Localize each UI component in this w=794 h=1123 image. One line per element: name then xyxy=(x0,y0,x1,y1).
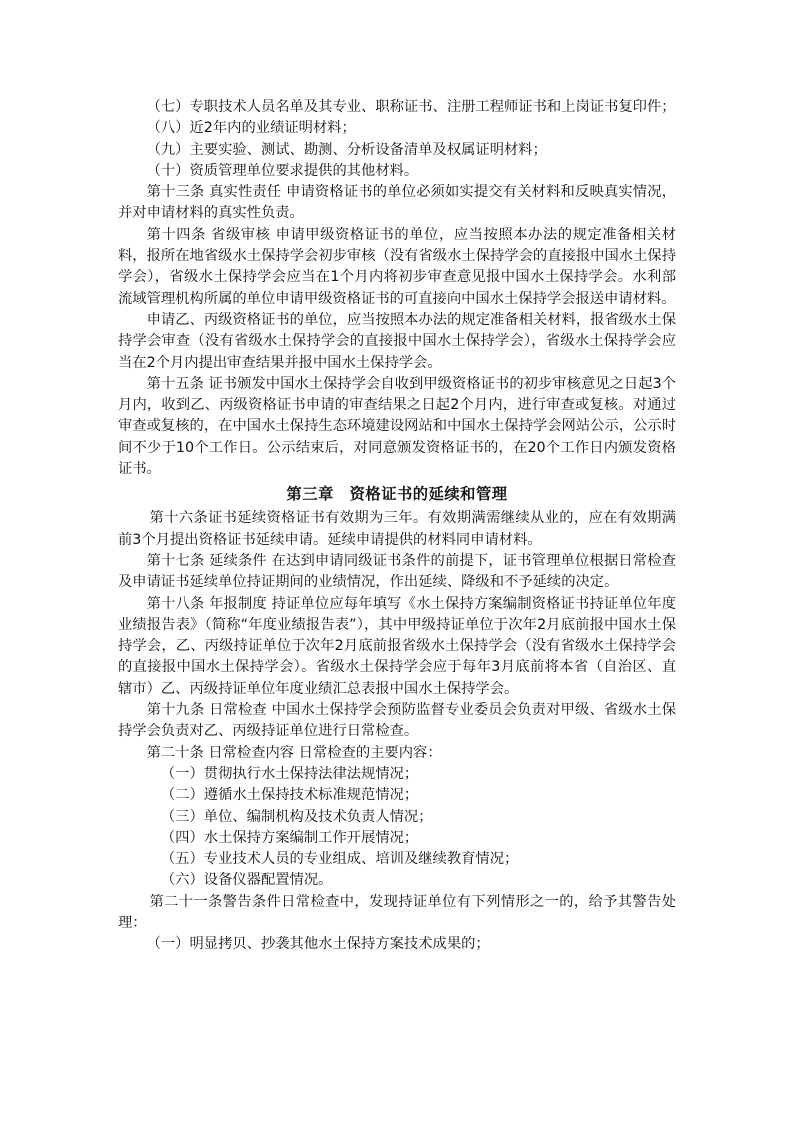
check-item-4: （四）水土保持方案编制工作开展情况； xyxy=(160,829,419,846)
article-21: 第二十一条警告条件日常检查中，发现持证单位有下列情形之一的，给予其警告处理： xyxy=(118,893,676,931)
article-15: 第十五条 证书颁发中国水土保持学会自收到甲级资格证书的初步审核意见之日起3个月内，收到乙、丙级资格证书申请的审查结果之日起2个月内，进行审查或复核。对通过审查或复核的，在中国水土保持生态环境建设网站和中国水土保持学会网站公示，公示时间不少于10个工作日。公示结束后，对同意颁发资格证书的，在20个工作日内颁发资格证书。 xyxy=(118,375,676,478)
document-page xyxy=(118,97,676,956)
check-item-2: （二）遵循水土保持技术标准规范情况； xyxy=(160,787,419,804)
check-item-3: （三）单位、编制机构及技术负责人情况； xyxy=(160,808,433,825)
paragraph-item-10: （十）资质管理单位要求提供的其他材料。 xyxy=(146,162,419,179)
chapter-title: 第三章 资格证书的延续和管理 xyxy=(286,485,508,504)
check-item-5: （五）专业技术人员的专业组成、培训及继续教育情况； xyxy=(160,851,519,868)
article-19: 第十九条 日常检查 中国水土保持学会预防监督专业委员会负责对甲级、省级水土保持学会负责对乙、丙级持证单位进行日常检查。 xyxy=(118,702,676,740)
article-17: 第十七条 延续条件 在达到申请同级证书条件的前提下，证书管理单位根据日常检查及申请证书延续单位持证期间的业绩情况，作出延续、降级和不予延续的决定。 xyxy=(118,552,676,591)
article-14: 第十四条 省级审核 申请甲级资格证书的单位，应当按照本办法的规定准备相关材料，报所在地省级水土保持学会初步审核（没有省级水土保持学会的直接报中国水土保持学会），省级水土保持学会应当在1个月内将初步审查意见报中国水土保持学会。水利部流域管理机构所属的单位申请甲级资格证书的可直接向中国水土保持学会报送申请材料。 xyxy=(118,226,676,307)
article-20: 第二十条 日常检查内容 日常检查的主要内容： xyxy=(146,744,442,761)
paragraph-item-9: （九）主要实验、测试、勘测、分析设备清单及权属证明材料； xyxy=(146,141,547,158)
article-16: 第十六条证书延续资格证书有效期为三年。有效期满需继续从业的，应在有效期满前3个月提出资格证书延续申请。延续申请提供的材料同申请材料。 xyxy=(118,510,676,548)
paragraph-item-8: （八）近2年内的业绩证明材料； xyxy=(146,120,356,137)
check-item-1: （一）贯彻执行水土保持法律法规情况； xyxy=(160,765,419,782)
article-14-paragraph-2: 申请乙、丙级资格证书的单位，应当按照本办法的规定准备相关材料，报省级水土保持学会审查（没有省级水土保持学会的直接报中国水土保持学会），省级水土保持学会应当在2个月内提出审查结果并报中国水土保持学会。 xyxy=(118,311,676,371)
article-13: 第十三条 真实性责任 申请资格证书的单位必须如实提交有关材料和反映真实情况，并对申请材料的真实性负责。 xyxy=(118,184,676,222)
check-item-6: （六）设备仪器配置情况。 xyxy=(160,872,333,889)
article-18: 第十八条 年报制度 持证单位应每年填写《水土保持方案编制资格证书持证单位年度业绩报告表》（简称“年度业绩报告表”），其中甲级持证单位于次年2月底前报中国水土保持学会，乙、丙级持证单位于次年2月底前报省级水土保持学会（没有省级水土保持学会的直接报中国水土保持学会）。省级水土保持学会应于每年3月底前将本省（自治区、直辖市）乙、丙级持证单位年度业绩汇总表报中国水土保持学会。 xyxy=(118,595,676,697)
warning-item-1: （一）明显拷贝、抄袭其他水土保持方案技术成果的； xyxy=(146,936,490,953)
paragraph-item-7: （七）专职技术人员名单及其专业、职称证书、注册工程师证书和上岗证书复印件； xyxy=(146,99,676,115)
